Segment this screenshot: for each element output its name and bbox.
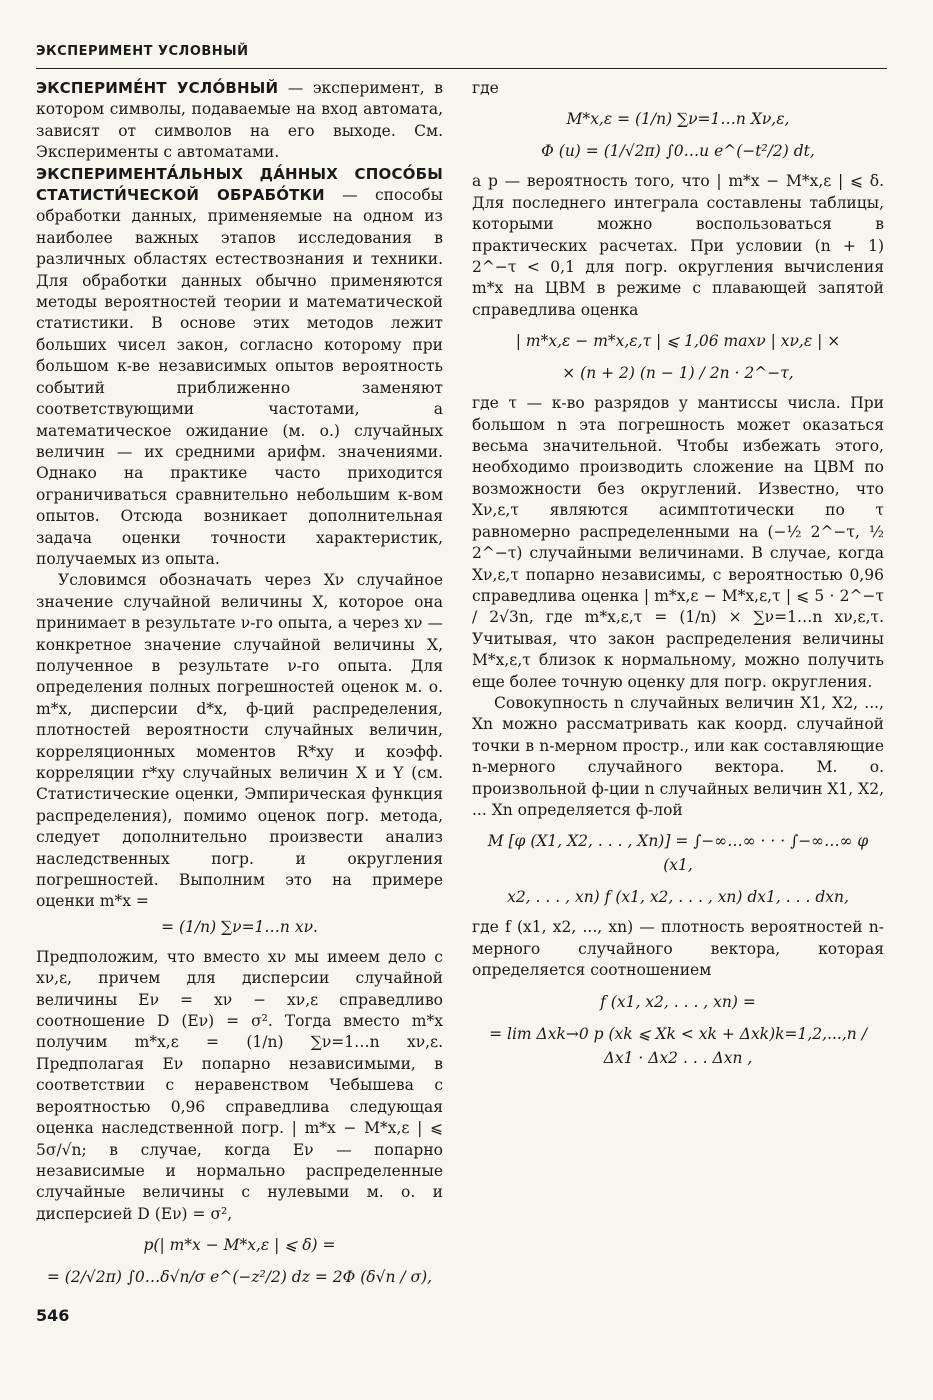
entry-text: — способы обработки данных, применяемые на одном из наиболее важных этапов исследования в различных областях естествознания и техники. Для обработки данных обычно применяются методы вероятностей теории и математической статистики. В основе этих методов лежит больших чисел закон, согласно которому при большом к-ве независимых опытов вероятность событий приближенно заменяют соответствующими частотами, а математическое ожидание (м. о.) случайных величин — их средними арифм. значениями. Однако на практике часто приходится ограничиваться сравнительно небольшим к-вом опытов. Отсюда возникает дополнительная задача оценки точности характеристик, получаемых из опыта. [36,186,443,568]
headword: ЭКСПЕРИМЕ́НТ УСЛО́ВНЫЙ [36,79,279,97]
paragraph: где f (x1, x2, ..., xn) — плотность вероятностей n-мерного случайного вектора, которая определяется соотношением [472,918,884,980]
formula: M [φ (X1, X2, . . . , Xn)] = ∫−∞…∞ · · · ∫−∞…∞ φ (x1, [487,832,869,875]
formula: Φ (u) = (1/√2π) ∫0…u e^(−t²/2) dt, [541,142,815,161]
paragraph: Совокупность n случайных величин X1, X2, ..., Xn можно рассматривать как коорд. случайной точки в n-мерном простр., или как составляющие n-мерного случайного вектора. М. о. произвольной ф-ции n случайных величин X1, X2, ... Xn определяется ф-лой [472,693,884,819]
formula: x2, . . . , xn) f (x1, x2, . . . , xn) dx1, . . . dxn, [507,888,849,907]
paragraph: Условимся обозначать через Xν случайное значение случайной величины X, которое она принимает в результате ν-го опыта, а через xν — конкретное значение случайной величины X, полученное в результате ν-го опыта. Для определения полных погрешностей оценок м. о. m*x, дисперсии d*x, ф-ций распределения, плотностей вероятности случайных величин, корреляционных моментов R*xy и коэфф. корреляции r*xy случайных величин X и Y (см. Статистические оценки, Эмпирическая функция распределения), помимо оценок погр. метода, следует дополнительно произвести анализ наследственных погр. и округления погрешностей. Выполним это на примере оценки m*x = [36,571,443,911]
header-rule [36,68,887,69]
formula: f (x1, x2, . . . , xn) = [600,992,756,1011]
formula: × (n + 2) (n − 1) / 2n · 2^−τ, [562,364,794,383]
right-column [472,78,884,1078]
left-column [36,78,443,1297]
formula: = lim Δxk→0 p (xk ⩽ Xk < xk + Δxk)k=1,2,...,n / Δx1 · Δx2 . . . Δxn , [489,1024,867,1067]
page-number: 546 [36,1306,70,1325]
formula: M*x,ε = (1/n) ∑ν=1…n Xν,ε, [566,110,790,129]
headword: ЭКСПЕРИМЕНТА́ЛЬНЫХ ДА́ННЫХ СПОСО́БЫ СТАТИСТИ́ЧЕСКОЙ ОБРАБО́ТКИ [36,164,443,205]
paragraph: Предположим, что вместо xν мы имеем дело с xν,ε, причем для дисперсии случайной величины Eν = xν − xν,ε справедливо соотношение D (Eν) = σ². Тогда вместо m*x получим m*x,ε = (1/n) ∑ν=1…n xν,ε. Предполагая Eν попарно независимыми, в соответствии с неравенством Чебышева с вероятностью 0,96 справедлива следующая оценка наследственной погр. | m*x − M*x,ε | ⩽ 5σ/√n; в случае, когда Eν — попарно независимые и нормально распределенные случайные величины с нулевыми м. о. и дисперсией D (Eν) = σ², [36,947,443,1223]
formula: = (2/√2π) ∫0…δ√n/σ e^(−z²/2) dz = 2Φ (δ√n / σ), [46,1268,433,1287]
entry-text: — эксперимент, в котором символы, подаваемые на вход автомата, зависят от символов на его выходе. См. Эксперименты с автоматами. [36,79,443,162]
paragraph: где [472,79,499,97]
paragraph: где τ — к-во разрядов у мантиссы числа. При большом n эта погрешность может оказаться весьма значительной. Чтобы избежать этого, необходимо производить сложение на ЦВМ по возможности без округлений. Известно, что Xν,ε,τ являются асимптотически по τ равномерно распределенными на (−½ 2^−τ, ½ 2^−τ) случайными величинами. В случае, когда Xν,ε,τ попарно независимы, с вероятностью 0,96 справедлива оценка | m*x,ε − M*x,ε,τ | ⩽ 5 · 2^−τ / 2√3n, где m*x,ε,τ = (1/n) × ∑ν=1…n xν,ε,τ. Учитывая, что закон распределения величины M*x,ε,τ близок к нормальному, можно получить еще более точную оценку для погр. округления. [472,394,884,691]
formula: | m*x,ε − m*x,ε,τ | ⩽ 1,06 maxν | xν,ε | × [515,332,841,351]
paragraph: а p — вероятность того, что | m*x − M*x,ε | ⩽ δ. Для последнего интеграла составлены таблицы, которыми можно воспользоваться в практических расчетах. При условии (n + 1) 2^−τ < 0,1 для погр. округления вычисления m*x на ЦВМ в режиме с плавающей запятой справедлива оценка [472,172,884,319]
running-head: ЭКСПЕРИМЕНТ УСЛОВНЫЙ [36,44,249,59]
entry-experiment-conditional [36,78,443,164]
formula: = (1/n) ∑ν=1…n xν. [161,917,318,936]
formula: p(| m*x − M*x,ε | ⩽ δ) = [143,1236,336,1255]
entry-statistical-processing [36,164,443,571]
